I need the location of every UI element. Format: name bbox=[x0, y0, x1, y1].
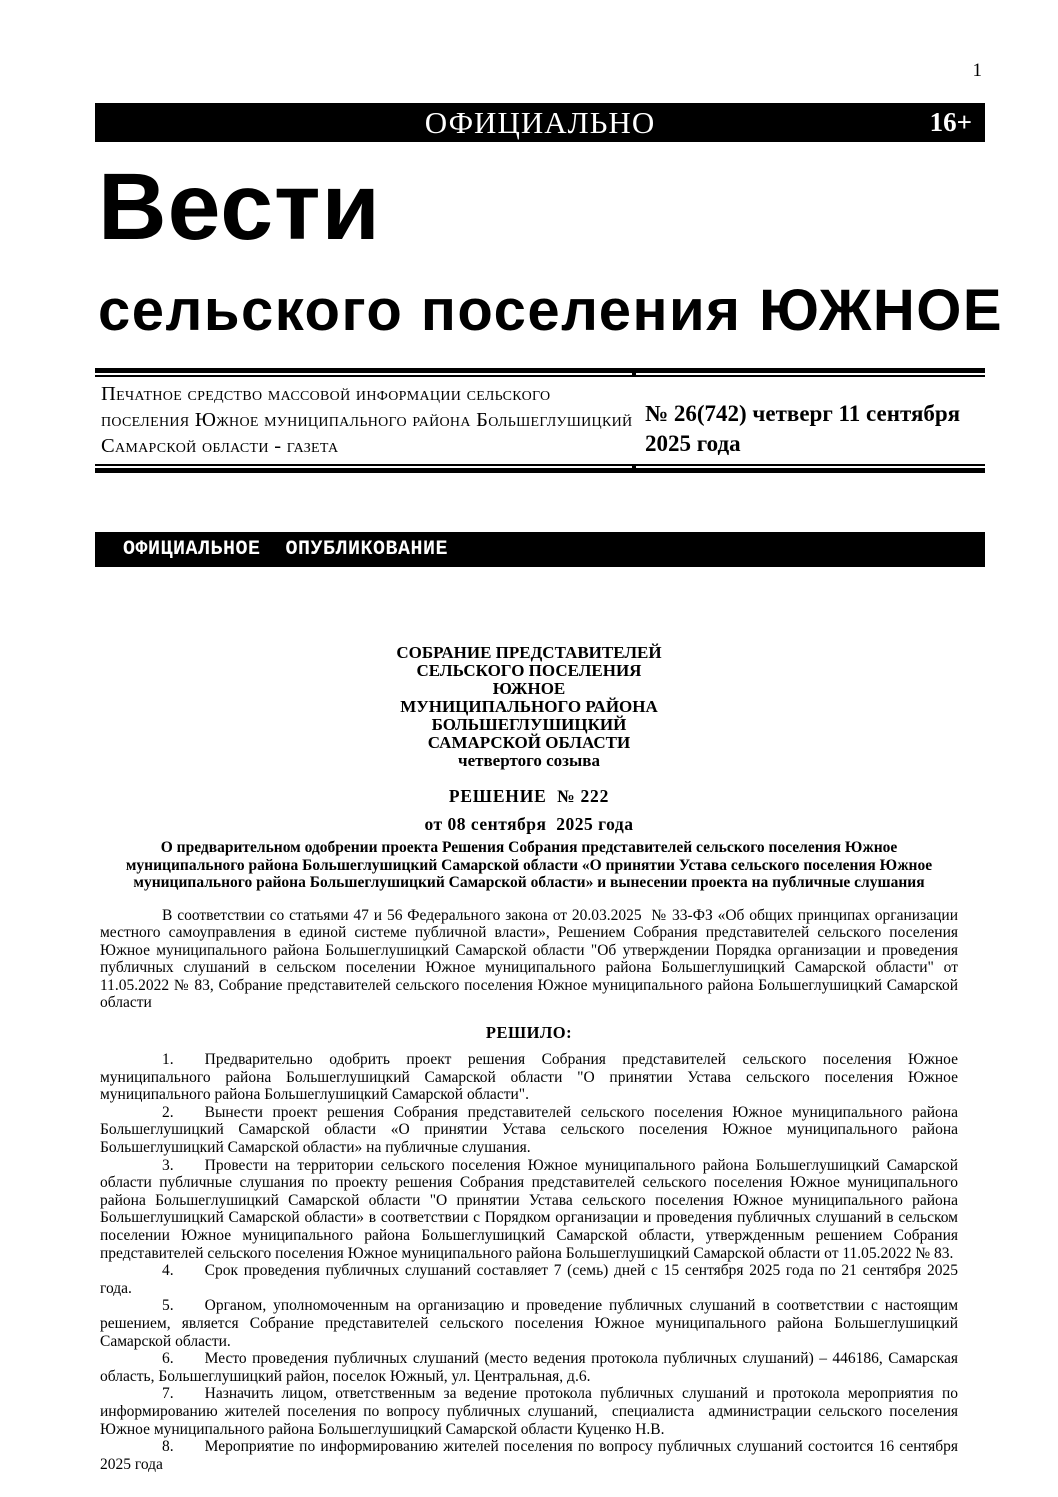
section-banner bbox=[95, 532, 985, 567]
masthead-issue: № 26(742) четверг 11 сентября 2025 года bbox=[645, 401, 961, 456]
resolution-item bbox=[100, 1104, 958, 1157]
item-text: Срок проведения публичных слушаний составляет 7 (семь) дней с 15 сентября 2025 года по 21 сентября 2025 года. bbox=[100, 1262, 958, 1297]
resolution-item bbox=[100, 1385, 958, 1438]
masthead-title: Вести bbox=[98, 154, 381, 260]
item-text: Предварительно одобрить проект решения Собрания представителей сельского поселения Южное муниципального района Большеглушицкий Самарской области "О принятии Устава сельского поселения Южное муниципального района Большеглушицкий Самарской области". bbox=[100, 1051, 958, 1104]
authority-line: четвертого созыва bbox=[458, 751, 600, 770]
resolved-heading: РЕШИЛО: bbox=[485, 1023, 573, 1043]
resolution-item bbox=[100, 1051, 958, 1104]
item-text: Мероприятие по информированию жителей поселения по вопросу публичных слушаний состоится 16 сентября 2025 года bbox=[100, 1438, 958, 1473]
preamble-paragraph: В соответствии со статьями 47 и 56 Федерального закона от 20.03.2025 № 33-ФЗ «Об общих принципах организации местного самоуправления в единой системе публичной власти», Решением Собрания представителей сельского поселения Южное муниципального района Большеглушицкий Самарской области "Об утверждении Порядка организации и проведения публичных слушаний в сельском поселении Южное муниципального района Большеглушицкий Самарской области" от 11.05.2022 № 83, Собрание представителей сельского поселения Южное муниципального района Большеглушицкий Самарской области bbox=[100, 906, 958, 1012]
authority-line: МУНИЦИПАЛЬНОГО РАЙОНА bbox=[400, 697, 658, 716]
resolution-item bbox=[100, 1297, 958, 1350]
masthead-subtitle: сельского поселения ЮЖНОЕ bbox=[98, 278, 1004, 343]
resolution-item bbox=[100, 1262, 958, 1297]
item-text: Провести на территории сельского поселения Южное муниципального района Большеглушицкий Самарской области публичные слушания по проекту решения Собрания представителей сельского поселения Южное муниципального района Большеглушицкий Самарской области "О принятии Устава сельского поселения Южное муниципального района Большеглушицкий Самарской области» в соответствии с Порядком организации и проведения публичных слушаний в сельском поселении Южное муниципального района Большеглушицкий Самарской области, утвержденным решением Собрания представителей сельского поселения Южное муниципального района Большеглушицкий Самарской области от 11.05.2022 № 83. bbox=[100, 1156, 958, 1262]
item-number: 7. bbox=[162, 1385, 174, 1403]
item-text: Назначить лицом, ответственным за ведение протокола публичных слушаний и протокола мероприятия по информированию жителей поселения по вопросу публичных слушаний, специалиста администрации сельского поселения Южное муниципального района Большеглушицкий Самарской области Куценко Н.В. bbox=[100, 1385, 958, 1438]
section-banner-label: ОФИЦИАЛЬНОЕ ОПУБЛИКОВАНИЕ bbox=[123, 538, 449, 561]
masthead-info-box bbox=[95, 368, 985, 473]
decision-number: РЕШЕНИЕ № 222 bbox=[448, 786, 610, 806]
document-body bbox=[100, 644, 958, 1473]
masthead-description: Печатное средство массовой информации сельского поселения Южное муниципального района Большеглушицкий Самарской области - газета bbox=[101, 383, 633, 457]
item-number: 6. bbox=[162, 1350, 174, 1368]
item-number: 8. bbox=[162, 1438, 174, 1456]
item-number: 5. bbox=[162, 1297, 174, 1315]
item-number: 2. bbox=[162, 1103, 174, 1121]
authority-line: СОБРАНИЕ ПРЕДСТАВИТЕЛЕЙ bbox=[396, 643, 662, 662]
item-number: 4. bbox=[162, 1262, 174, 1280]
item-text: Место проведения публичных слушаний (место ведения протокола публичных слушаний) – 446186, Самарская область, Большеглушицкий район, поселок Южный, ул. Центральная, д.6. bbox=[100, 1350, 958, 1385]
official-banner bbox=[95, 103, 985, 142]
resolution-items bbox=[100, 1051, 958, 1473]
item-number: 3. bbox=[162, 1156, 174, 1174]
decision-subject: О предварительном одобрении проекта Решения Собрания представителей сельского поселения Южное муниципального района Большеглушицкий Самарской области «О принятии Устава сельского поселения Южное муниципального района Большеглушицкий Самарской области» и вынесении проекта на публичные слушания bbox=[125, 839, 933, 891]
masthead-top-rule-thick bbox=[95, 368, 985, 373]
masthead-bottom-rule-thick bbox=[95, 468, 985, 473]
masthead-bottom-rule-thin bbox=[95, 464, 985, 466]
item-text: Органом, уполномоченным на организацию и проведение публичных слушаний в соответствии с настоящим решением, является Собрание представителей сельского поселения Южное муниципального района Большеглушицкий Самарской области. bbox=[100, 1297, 958, 1350]
age-rating-badge: 16+ bbox=[929, 107, 972, 137]
decision-date: от 08 сентября 2025 года bbox=[424, 814, 634, 834]
item-text: Вынести проект решения Собрания представителей сельского поселения Южное муниципального района Большеглушицкий Самарской области «О принятии Устава сельского поселения Южное муниципального района Большеглушицкий Самарской области» на публичные слушания. bbox=[100, 1103, 958, 1157]
page-number: 1 bbox=[972, 60, 982, 81]
resolution-item bbox=[100, 1438, 958, 1473]
authority-line: БОЛЬШЕГЛУШИЦКИЙ bbox=[431, 715, 627, 734]
authority-line: САМАРСКОЙ ОБЛАСТИ bbox=[427, 733, 631, 752]
official-banner-title: ОФИЦИАЛЬНО bbox=[424, 104, 656, 140]
masthead-info-inner bbox=[95, 377, 985, 464]
masthead-divider-tick-bottom bbox=[632, 464, 636, 473]
authority-header bbox=[100, 644, 958, 770]
authority-line: ЮЖНОЕ bbox=[492, 679, 566, 698]
item-number: 1. bbox=[162, 1051, 174, 1069]
masthead-divider-tick-top bbox=[632, 368, 636, 377]
resolution-item bbox=[100, 1157, 958, 1263]
resolution-item bbox=[100, 1350, 958, 1385]
authority-line: СЕЛЬСКОГО ПОСЕЛЕНИЯ bbox=[416, 661, 642, 680]
